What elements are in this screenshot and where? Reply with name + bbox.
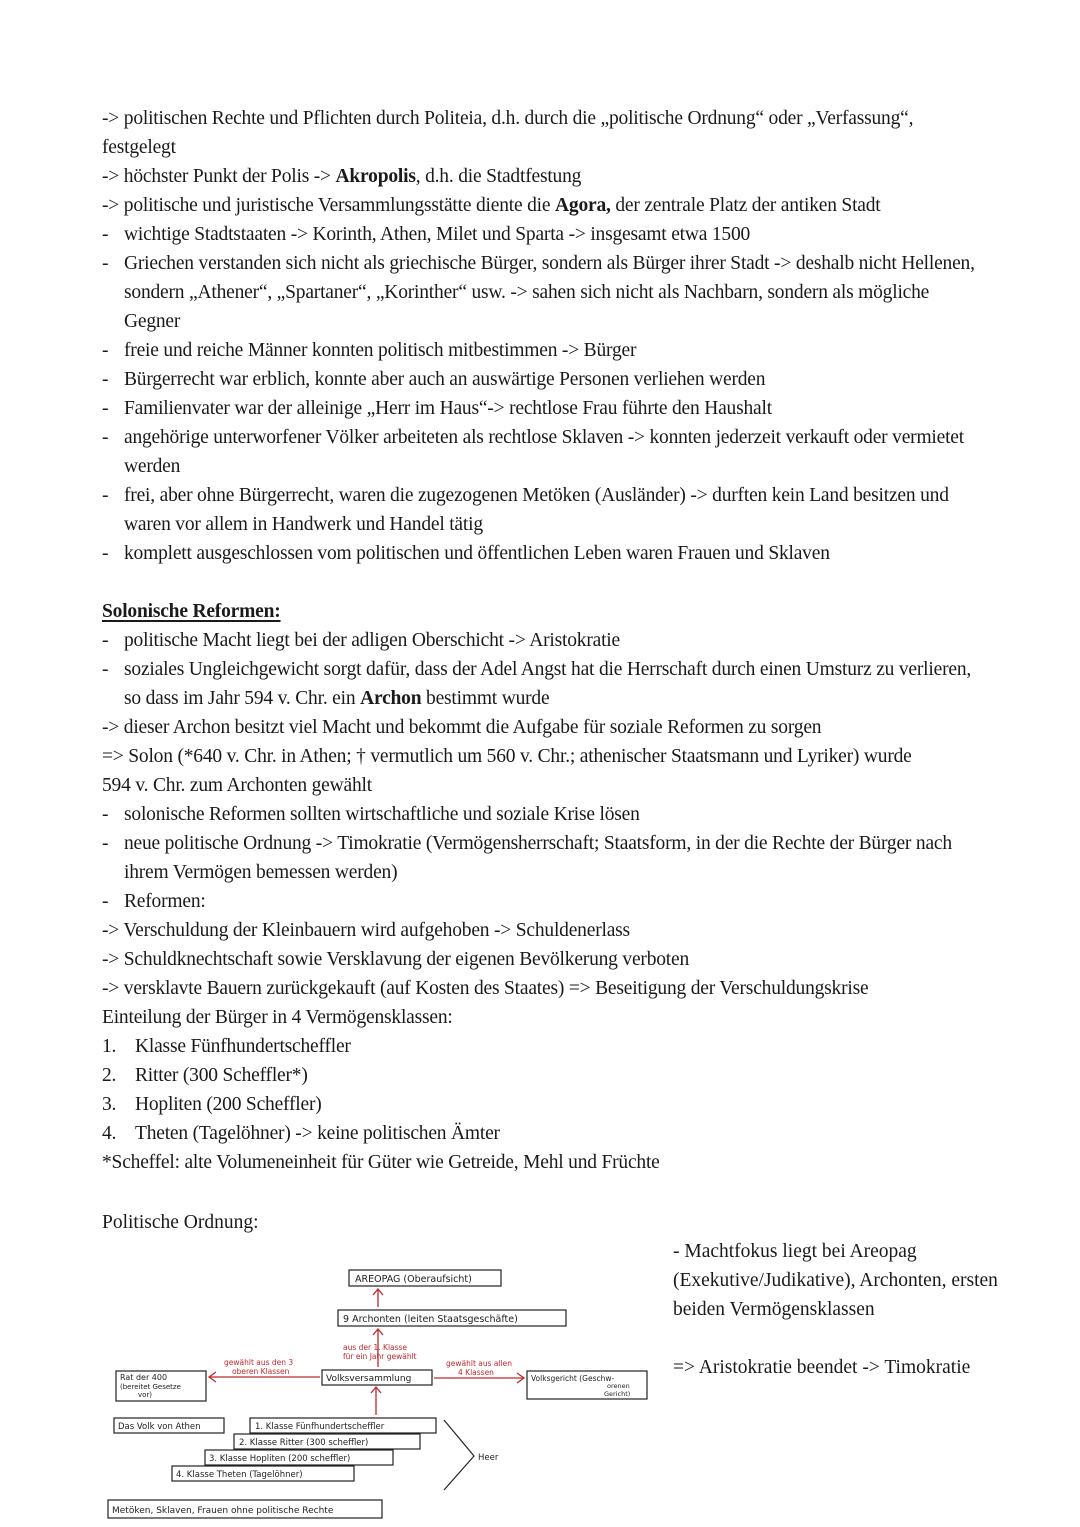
bullet-item: - komplett ausgeschlossen vom politischen und öffentlichen Leben waren Frauen und Sklaven [102, 539, 982, 568]
bullet-item: - frei, aber ohne Bürgerrecht, waren die zugezogenen Metöken (Ausländer) -> durften kein Land besitzen und waren vor allem in Handwerk und Handel tätig [102, 481, 982, 539]
text-line: -> versklavte Bauern zurückgekauft (auf Kosten des Staates) => Beseitigung der Verschuldungskrise [102, 978, 869, 999]
text-line: festgelegt [102, 137, 176, 158]
class3-label: 3. Klasse Hopliten (200 scheffler) [209, 1454, 351, 1464]
heer-bracket [444, 1420, 474, 1490]
spacer [102, 568, 982, 597]
spacer [673, 1324, 1003, 1353]
bullet-item: - wichtige Stadtstaaten -> Korinth, Athen, Milet und Sparta -> insgesamt etwa 1500 [102, 220, 982, 249]
rat-label: (bereitet Gesetze [120, 1383, 181, 1391]
class-item: 1. Klasse Fünfhundertscheffler [102, 1036, 351, 1057]
bullet-item: - neue politische Ordnung -> Timokratie (Vermögensherrschaft; Staatsform, in der die Rechte der Bürger nach ihrem Vermögen bemessen werden) [102, 829, 982, 887]
archon-note: für ein Jahr gewählt [343, 1352, 417, 1361]
bullet-item: - Griechen verstanden sich nicht als griechische Bürger, sondern als Bürger ihrer Stadt -> deshalb nicht Hellenen, sondern „Athener“, „Spartaner“, „Korinther“ usw. -> sahen sich nicht als Nachbarn, sondern als mögliche Gegner [102, 249, 982, 336]
bullet-item: - angehörige unterworfener Völker arbeiteten als rechtlose Sklaven -> konnten jederzeit verkauft oder vermietet werden [102, 423, 982, 481]
term-akropolis: Akropolis [335, 166, 416, 187]
class2-label: 2. Klasse Ritter (300 scheffler) [239, 1438, 369, 1448]
rat-note: oberen Klassen [232, 1367, 290, 1376]
rat-label: vor) [138, 1391, 153, 1399]
rat-label: Rat der 400 [120, 1373, 168, 1382]
rat-note: gewählt aus den 3 [224, 1358, 294, 1367]
gericht-label: Volksgericht (Geschw- [531, 1374, 615, 1383]
metoeken-box [108, 1500, 382, 1518]
gericht-note: 4 Klassen [458, 1368, 494, 1377]
politics-title: Politische Ordnung: [102, 1212, 259, 1233]
bullet-item: - Familienvater war der alleinige „Herr im Haus“-> rechtlose Frau führte den Haushalt [102, 394, 982, 423]
metoeken-label: Metöken, Sklaven, Frauen ohne politische Rechte [112, 1506, 334, 1516]
areopag-box [349, 1270, 501, 1286]
class1-box [250, 1418, 436, 1433]
class2-box [234, 1434, 420, 1449]
bullet-item: - Reformen: [102, 887, 982, 916]
text-line: => Solon (*640 v. Chr. in Athen; † vermutlich um 560 v. Chr.; athenischer Staatsmann und Lyriker) wurde [102, 746, 912, 767]
gericht-note: gewählt aus allen [446, 1359, 513, 1368]
bullet-item: - politische Macht liegt bei der adligen Oberschicht -> Aristokratie [102, 626, 982, 655]
class4-label: 4. Klasse Theten (Tagelöhner) [176, 1470, 303, 1480]
areopag-label: AREOPAG (Oberaufsicht) [355, 1274, 472, 1285]
text-line: -> politische und juristische Versammlungsstätte diente die Agora, der zentrale Platz der antiken Stadt [102, 195, 881, 216]
gericht-box [527, 1371, 647, 1399]
document-body [102, 104, 982, 1177]
politics-note: => Aristokratie beendet -> Timokratie [673, 1357, 971, 1378]
text-line: Einteilung der Bürger in 4 Vermögensklassen: [102, 1007, 453, 1028]
rat-box [116, 1371, 206, 1401]
section-heading: Solonische Reformen: [102, 601, 281, 622]
archonten-label: 9 Archonten (leiten Staatsgeschäfte) [343, 1314, 518, 1325]
gericht-label: Gericht) [604, 1390, 631, 1398]
text-line: 594 v. Chr. zum Archonten gewählt [102, 775, 372, 796]
term-archon: Archon [360, 688, 422, 709]
class1-label: 1. Klasse Fünfhundertscheffler [255, 1422, 385, 1432]
gericht-label: orenen [607, 1382, 630, 1390]
bullet-item: - Bürgerrecht war erblich, konnte aber auch an auswärtige Personen verliehen werden [102, 365, 982, 394]
politics-notes [673, 1237, 1003, 1382]
class-item: 3. Hopliten (200 Scheffler) [102, 1094, 322, 1115]
class3-box [205, 1450, 393, 1465]
bullet-item: - soziales Ungleichgewicht sorgt dafür, dass der Adel Angst hat die Herrschaft durch einen Umsturz zu verlieren, so dass im Jahr 594 v. Chr. ein Archon bestimmt wurde [102, 655, 982, 713]
volk-box [114, 1418, 224, 1433]
bullet-item: - freie und reiche Männer konnten politisch mitbestimmen -> Bürger [102, 336, 982, 365]
class-item: 4. Theten (Tagelöhner) -> keine politischen Ämter [102, 1123, 500, 1144]
volksversammlung-box [322, 1370, 432, 1385]
class-item: 2. Ritter (300 Scheffler*) [102, 1065, 308, 1086]
text-line: -> politischen Rechte und Pflichten durch Politeia, d.h. durch die „politische Ordnung“ oder „Verfassung“, [102, 108, 914, 129]
bullet-item: - solonische Reformen sollten wirtschaftliche und soziale Krise lösen [102, 800, 982, 829]
archonten-box [338, 1310, 566, 1326]
text-line: -> Schuldknechtschaft sowie Versklavung der eigenen Bevölkerung verboten [102, 949, 690, 970]
text-line: -> dieser Archon besitzt viel Macht und bekommt die Aufgabe für soziale Reformen zu sorgen [102, 717, 822, 738]
heer-label: Heer [478, 1453, 499, 1463]
politics-note: - Machtfokus liegt bei Areopag (Exekutive/Judikative), Archonten, ersten beiden Vermögensklassen [673, 1241, 998, 1320]
term-agora: Agora, [555, 195, 611, 216]
text-line: -> höchster Punkt der Polis -> Akropolis, d.h. die Stadtfestung [102, 166, 582, 187]
archon-note: aus der 1. Klasse [343, 1343, 408, 1352]
class4-box [172, 1466, 354, 1481]
text-line: -> Verschuldung der Kleinbauern wird aufgehoben -> Schuldenerlass [102, 920, 630, 941]
volk-label: Das Volk von Athen [118, 1422, 201, 1432]
volksversammlung-label: Volksversammlung [326, 1374, 412, 1384]
footnote: *Scheffel: alte Volumeneinheit für Güter wie Getreide, Mehl und Früchte [102, 1152, 660, 1173]
